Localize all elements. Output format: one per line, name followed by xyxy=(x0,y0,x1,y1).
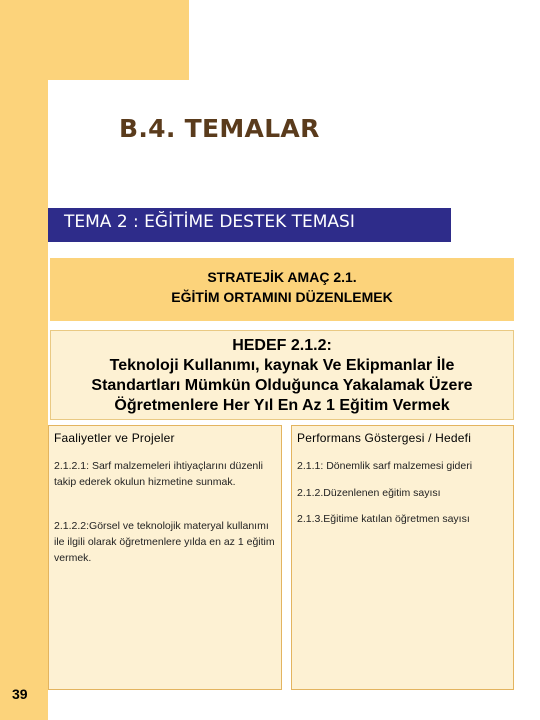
activity-item-2: 2.1.2.2:Görsel ve teknolojik materyal kullanımı ile ilgili olarak öğretmenlere yılda en az 1 eğitim vermek. xyxy=(54,520,275,564)
target-text-line-3: Öğretmenlere Her Yıl En Az 1 Eğitim Vermek xyxy=(114,397,450,414)
target-text-line-1: Teknoloji Kullanımı, kaynak Ve Ekipmanlar İle xyxy=(109,357,455,374)
target-number: HEDEF 2.1.2: xyxy=(232,337,332,354)
left-accent-band xyxy=(0,0,48,720)
strategic-goal-number: STRATEJİK AMAÇ 2.1. xyxy=(207,269,357,285)
activities-header: Faaliyetler ve Projeler xyxy=(54,431,175,445)
page-number: 39 xyxy=(12,686,28,702)
theme-title: TEMA 2 : EĞİTİME DESTEK TEMASI xyxy=(64,212,355,232)
indicator-item-3: 2.1.3.Eğitime katılan öğretmen sayısı xyxy=(297,513,470,525)
target-text-line-2: Standartları Mümkün Olduğunca Yakalamak Üzere xyxy=(91,377,473,394)
section-title: B.4. TEMALAR xyxy=(119,114,320,143)
strategic-goal-title: EĞİTİM ORTAMINI DÜZENLEMEK xyxy=(171,289,393,305)
activity-item-1: 2.1.2.1: Sarf malzemeleri ihtiyaçlarını düzenli takip ederek okulun hizmetine sunmak. xyxy=(54,460,263,488)
strategic-goal-box xyxy=(50,258,514,321)
indicator-item-2: 2.1.2.Düzenlenen eğitim sayısı xyxy=(297,487,441,499)
indicator-item-1: 2.1.1: Dönemlik sarf malzemesi gideri xyxy=(297,460,473,472)
top-accent-block xyxy=(0,0,189,80)
indicators-header: Performans Göstergesi / Hedefi xyxy=(297,431,472,445)
target-box xyxy=(50,330,514,420)
